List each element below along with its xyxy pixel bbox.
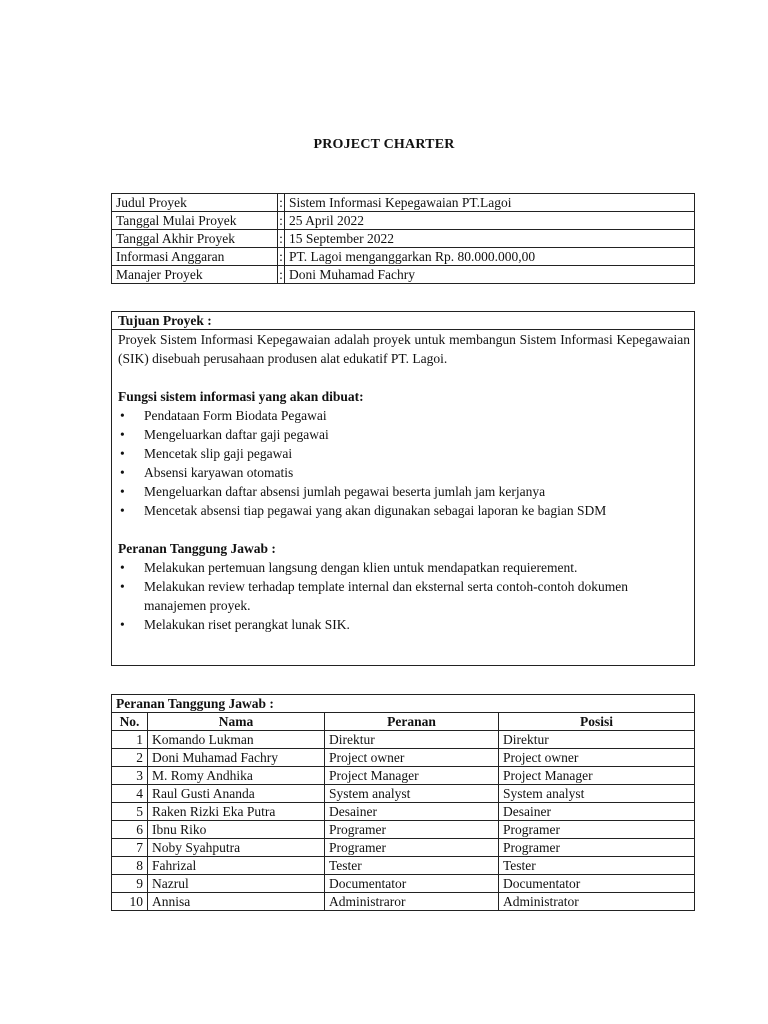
cell-no: 9 [112,875,148,893]
functions-list [118,406,690,520]
cell-no: 7 [112,839,148,857]
cell-no: 10 [112,893,148,911]
info-separator: : [279,267,283,282]
cell-position: System analyst [499,785,695,803]
table-row [112,857,695,875]
cell-no: 8 [112,857,148,875]
table-row [112,875,695,893]
functions-title: Fungsi sistem informasi yang akan dibuat: [118,389,364,404]
cell-role: Documentator [325,875,499,893]
cell-position: Programer [499,839,695,857]
cell-position: Project Manager [499,767,695,785]
list-item: • Melakukan pertemuan langsung dengan klien untuk mendapatkan requierement. [120,560,578,575]
info-row [112,212,695,230]
cell-name: Fahrizal [148,857,325,875]
bullet-icon: • [120,408,125,423]
info-value: 15 September 2022 [285,230,695,248]
list-item: • Mengeluarkan daftar absensi jumlah pegawai beserta jumlah jam kerjanya [120,484,546,499]
info-row [112,248,695,266]
cell-position: Administrator [499,893,695,911]
responsibilities-list [118,558,690,634]
info-label: Tanggal Mulai Proyek [112,212,278,230]
objective-description: Proyek Sistem Informasi Kepegawaian adalah proyek untuk membangun Sistem Informasi Kepegawaian (SIK) disebuah perusahaan produsen alat edukatif PT. Lagoi. [118,332,690,366]
roles-table [111,694,695,911]
roles-table-heading-row [112,695,695,713]
table-row [112,731,695,749]
list-item: • Absensi karyawan otomatis [120,465,294,480]
list-item: • Pendataan Form Biodata Pegawai [120,408,327,423]
cell-name: Raken Rizki Eka Putra [148,803,325,821]
cell-position: Programer [499,821,695,839]
bullet-icon: • [120,484,125,499]
info-value: Sistem Informasi Kepegawaian PT.Lagoi [285,194,695,212]
table-row [112,839,695,857]
cell-no: 3 [112,767,148,785]
info-label: Tanggal Akhir Proyek [112,230,278,248]
bullet-icon: • [120,579,125,594]
info-row [112,230,695,248]
bullet-icon: • [120,503,125,518]
info-separator: : [279,195,283,210]
project-info-table [111,193,695,284]
list-item: • Mencetak slip gaji pegawai [120,446,293,461]
cell-name: Ibnu Riko [148,821,325,839]
table-row [112,803,695,821]
cell-name: Raul Gusti Ananda [148,785,325,803]
responsibilities-title: Peranan Tanggung Jawab : [118,541,276,556]
cell-name: Komando Lukman [148,731,325,749]
bullet-icon: • [120,446,125,461]
cell-name: Annisa [148,893,325,911]
column-header-name: Nama [148,713,325,731]
info-value: Doni Muhamad Fachry [285,266,695,284]
cell-role: Programer [325,839,499,857]
list-item: • Melakukan review terhadap template internal dan eksternal serta contoh-contoh dokumen manajemen proyek. [120,579,628,613]
cell-no: 1 [112,731,148,749]
list-item: • Mencetak absensi tiap pegawai yang akan digunakan sebagai laporan ke bagian SDM [120,503,607,518]
cell-no: 6 [112,821,148,839]
cell-role: Tester [325,857,499,875]
cell-position: Tester [499,857,695,875]
cell-role: System analyst [325,785,499,803]
cell-no: 4 [112,785,148,803]
cell-role: Project owner [325,749,499,767]
table-row [112,821,695,839]
bullet-icon: • [120,560,125,575]
list-item: • Mengeluarkan daftar gaji pegawai [120,427,329,442]
cell-name: Noby Syahputra [148,839,325,857]
cell-no: 5 [112,803,148,821]
info-label: Manajer Proyek [112,266,278,284]
objective-body [112,330,694,634]
info-label: Informasi Anggaran [112,248,278,266]
column-header-role: Peranan [325,713,499,731]
cell-name: M. Romy Andhika [148,767,325,785]
page-title: PROJECT CHARTER [313,137,455,152]
info-value: PT. Lagoi menganggarkan Rp. 80.000.000,00 [285,248,695,266]
bullet-icon: • [120,617,125,632]
cell-role: Project Manager [325,767,499,785]
cell-role: Desainer [325,803,499,821]
cell-role: Direktur [325,731,499,749]
cell-position: Desainer [499,803,695,821]
table-row [112,749,695,767]
table-row [112,785,695,803]
cell-position: Documentator [499,875,695,893]
cell-role: Programer [325,821,499,839]
info-separator: : [279,213,283,228]
cell-name: Nazrul [148,875,325,893]
info-value: 25 April 2022 [285,212,695,230]
roles-table-heading: Peranan Tanggung Jawab : [112,695,695,713]
cell-name: Doni Muhamad Fachry [148,749,325,767]
info-separator: : [279,231,283,246]
table-row [112,767,695,785]
info-separator: : [279,249,283,264]
objective-box [111,311,695,666]
objective-heading: Tujuan Proyek : [112,312,694,330]
table-row [112,893,695,911]
roles-table-header [112,713,695,731]
list-item: • Melakukan riset perangkat lunak SIK. [120,617,350,632]
cell-no: 2 [112,749,148,767]
bullet-icon: • [120,427,125,442]
cell-position: Project owner [499,749,695,767]
column-header-no: No. [112,713,148,731]
info-row [112,194,695,212]
cell-position: Direktur [499,731,695,749]
bullet-icon: • [120,465,125,480]
cell-role: Administraror [325,893,499,911]
info-row [112,266,695,284]
info-label: Judul Proyek [112,194,278,212]
column-header-position: Posisi [499,713,695,731]
